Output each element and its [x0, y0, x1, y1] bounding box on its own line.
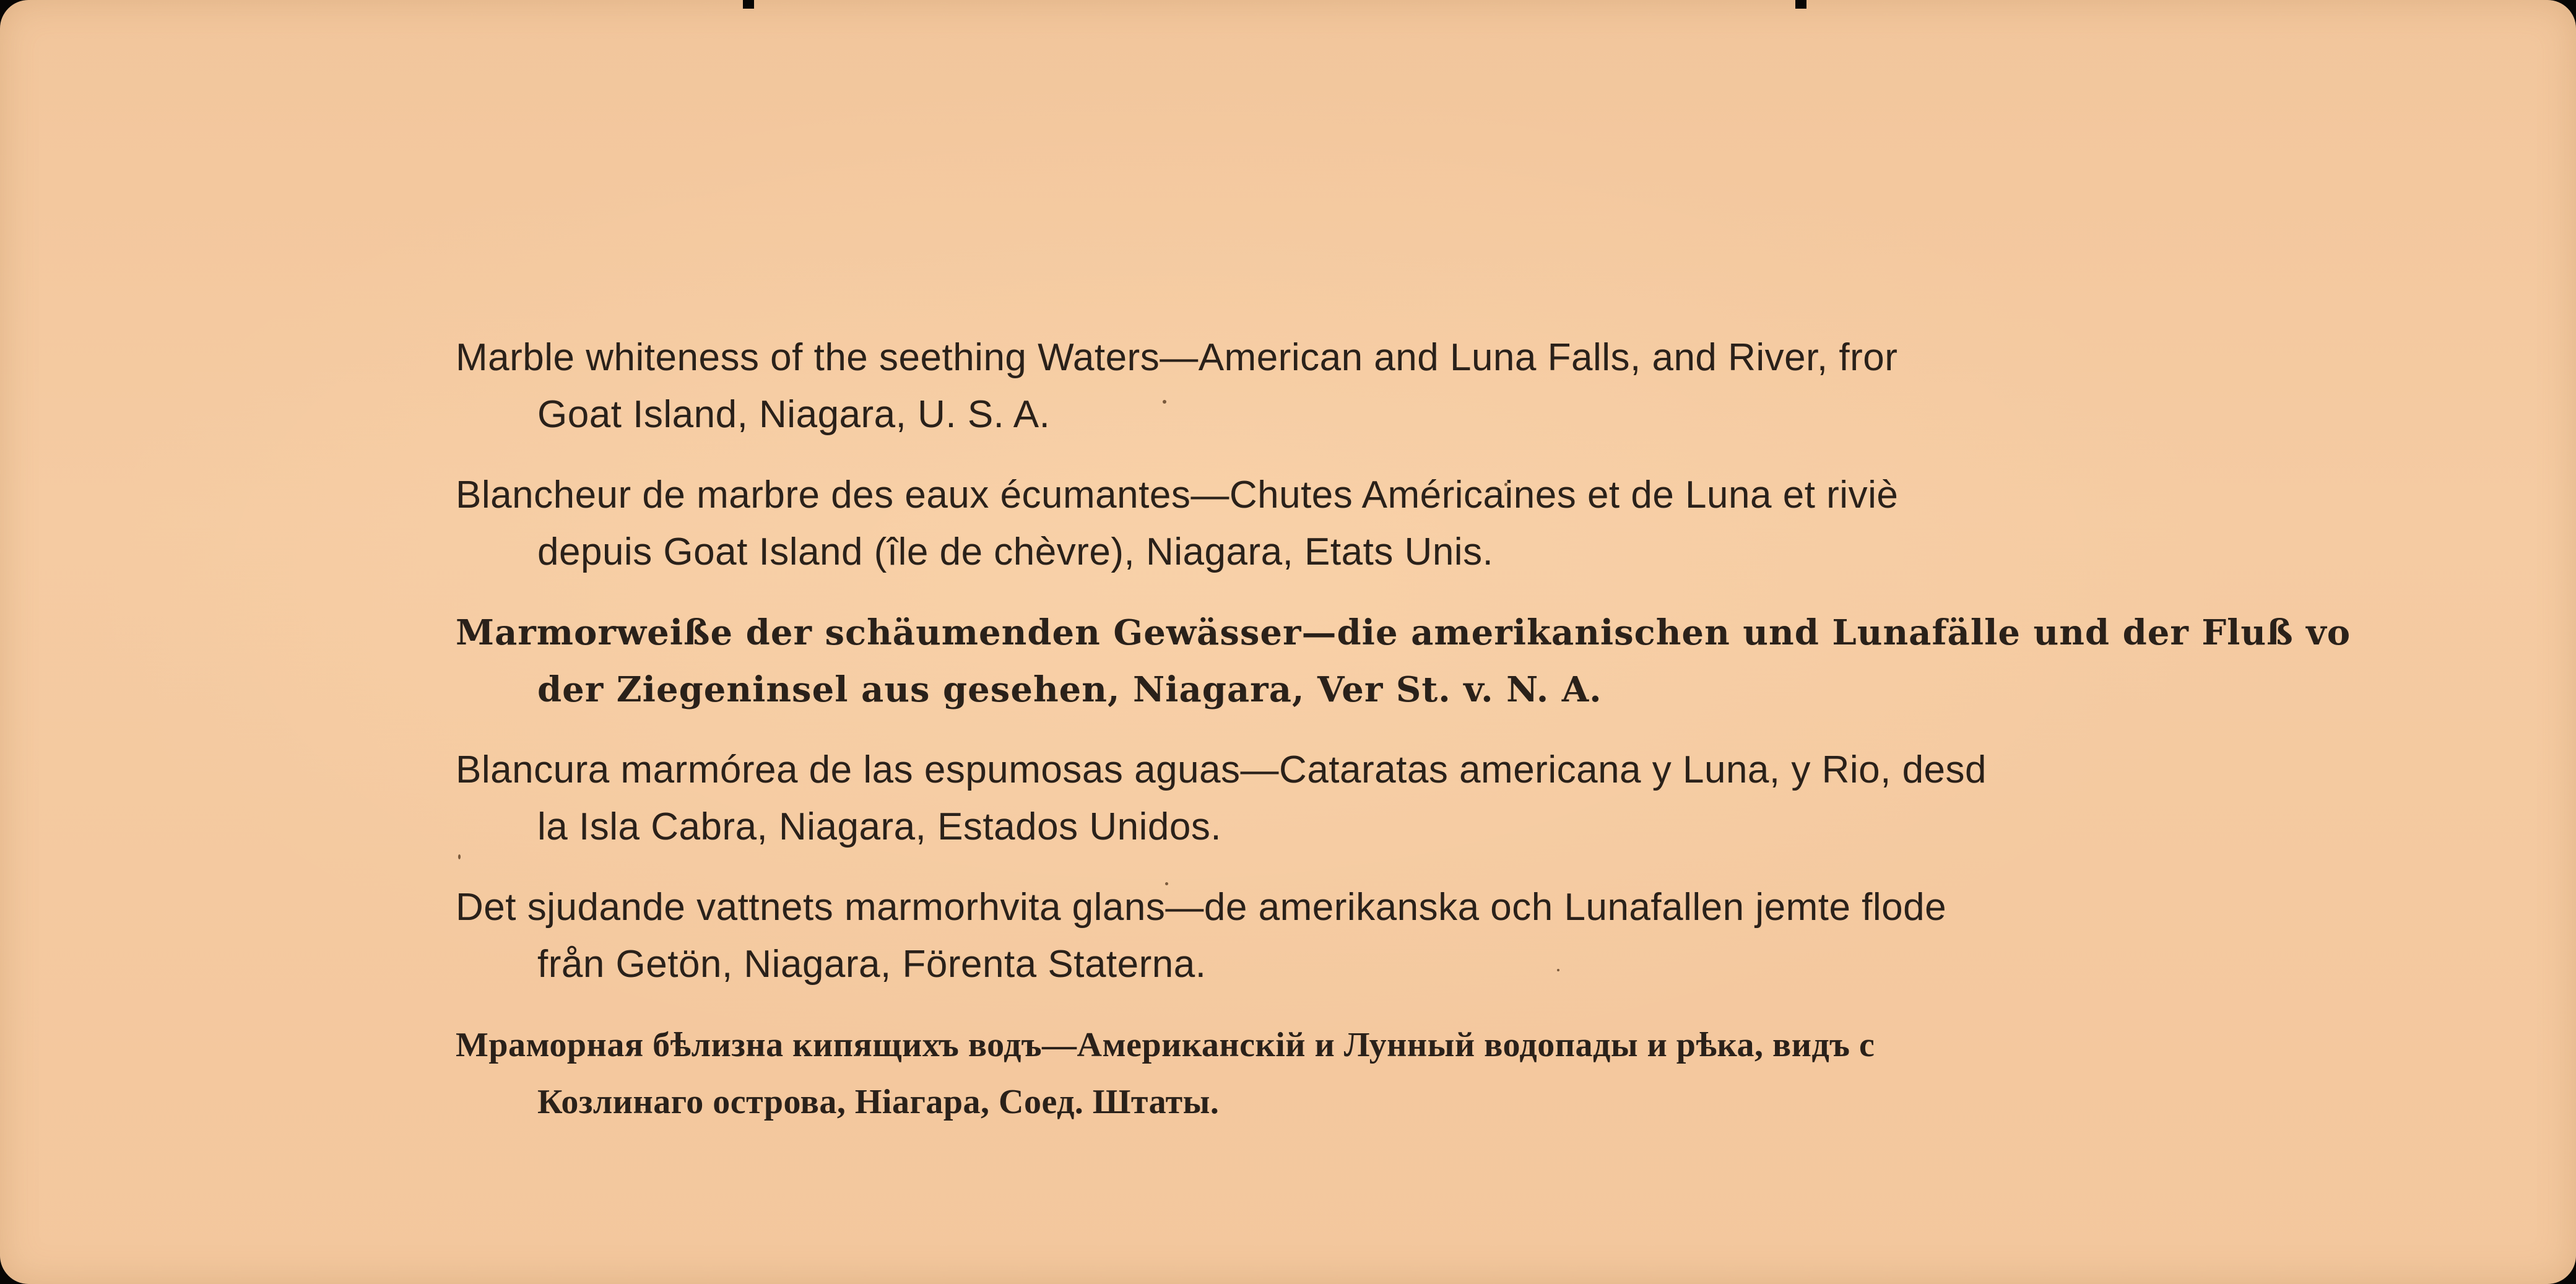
multilingual-caption — [456, 329, 2351, 1121]
caption-line: Мраморная бѣлизна кипящихъ водъ—Американскій и Лунный водопады и рѣка, видъ с — [456, 1026, 1875, 1064]
caption-line: från Getön, Niagara, Förenta Staterna. — [537, 943, 1207, 986]
caption-line: Goat Island, Niagara, U. S. A. — [537, 393, 1051, 436]
caption-english — [456, 329, 2183, 443]
caption-russian — [456, 1017, 2183, 1130]
edge-notch — [1795, 0, 1806, 9]
edge-notch — [743, 0, 754, 9]
caption-line: der Ziegeninsel aus gesehen, Niagara, Ver St. v. N. A. — [537, 669, 1602, 710]
caption-swedish — [456, 879, 2183, 993]
caption-line: la Isla Cabra, Niagara, Estados Unidos. — [537, 805, 1222, 848]
caption-german — [456, 604, 2351, 718]
caption-line: depuis Goat Island (île de chèvre), Niagara, Etats Unis. — [537, 531, 1494, 573]
caption-spanish — [456, 742, 2183, 856]
caption-line: Blancheur de marbre des eaux écumantes—Chutes Américaines et de Luna et riviè — [456, 474, 1899, 516]
caption-line: Козлинаго острова, Ніагара, Соед. Штаты. — [537, 1083, 1220, 1121]
caption-line: Marmorweiße der schäumenden Gewässer—die amerikanischen und Lunafälle und der Fluß vo — [456, 612, 2351, 653]
caption-line: Marble whiteness of the seething Waters—American and Luna Falls, and River, fror — [456, 336, 1898, 379]
caption-line: Det sjudande vattnets marmorhvita glans—de amerikanska och Lunafallen jemte flode — [456, 886, 1947, 929]
caption-line: Blancura marmórea de las espumosas aguas—Cataratas americana y Luna, y Rio, desd — [456, 748, 1987, 791]
caption-french — [456, 467, 2183, 581]
